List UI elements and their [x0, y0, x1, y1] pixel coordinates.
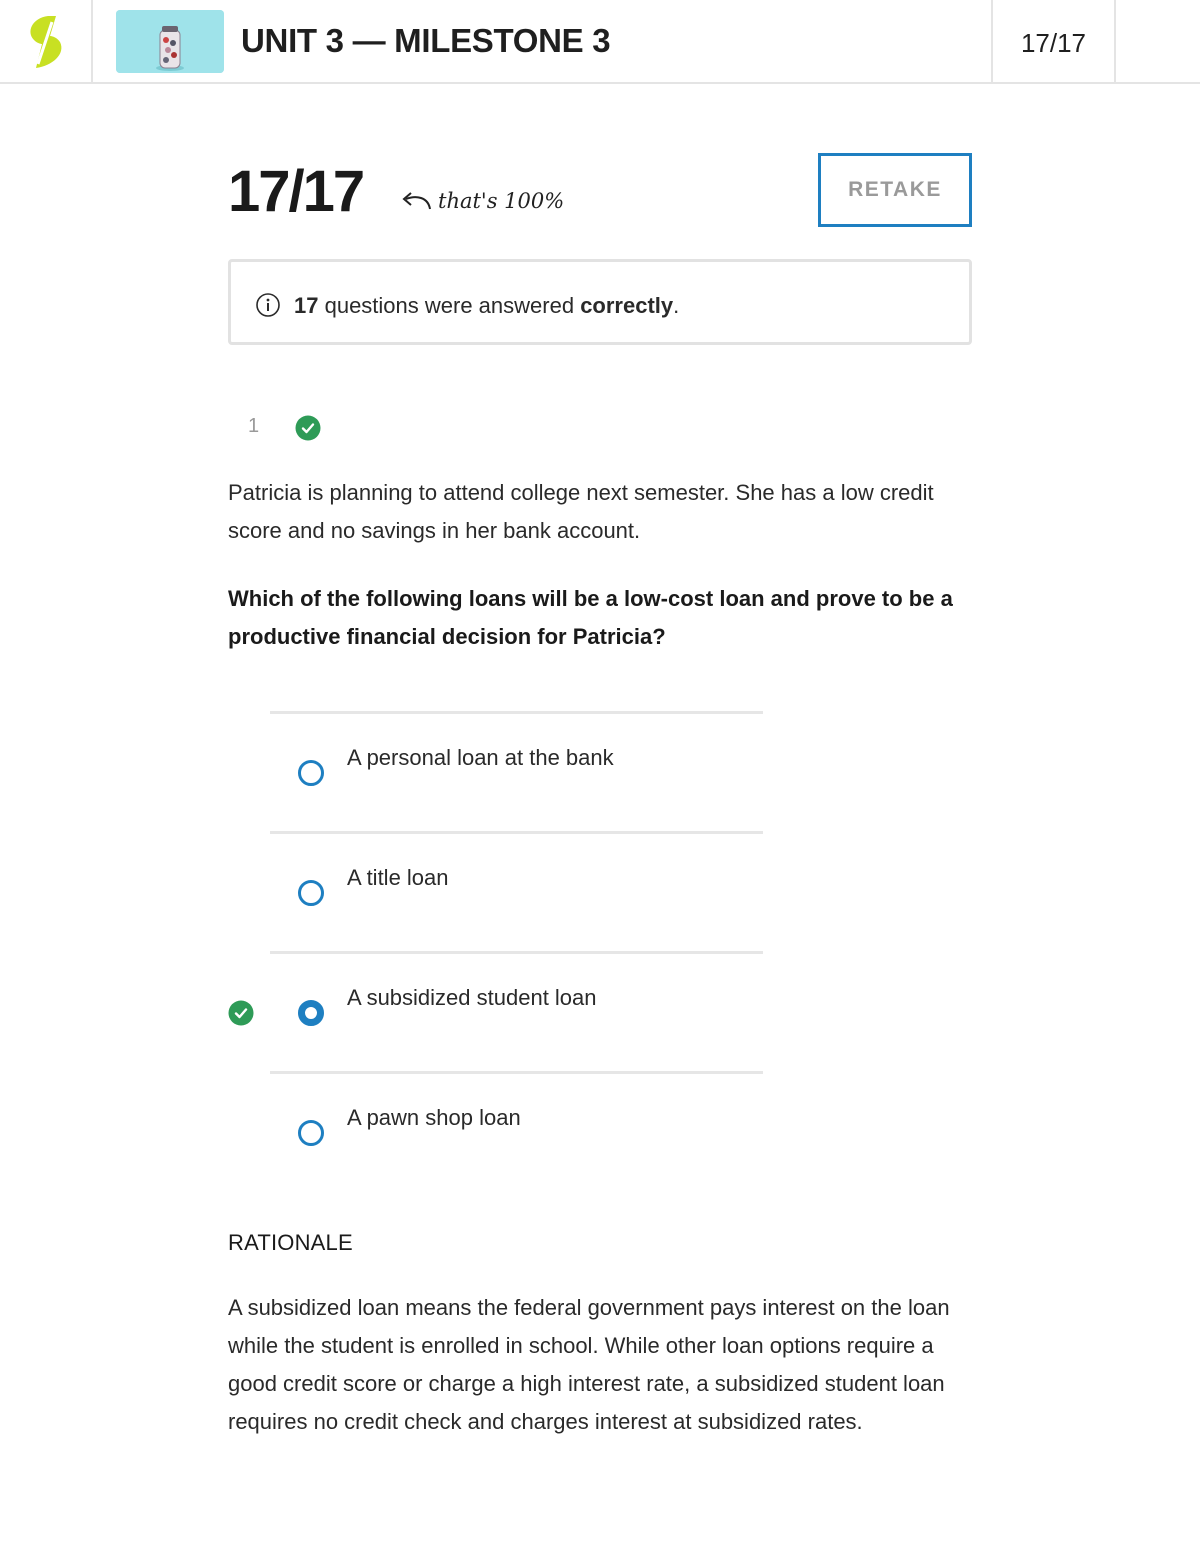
question-prompt: Which of the following loans will be a low-cost loan and prove to be a productive financial decision for Patricia?	[228, 586, 953, 649]
logo-home-link[interactable]	[0, 0, 93, 82]
correct-check-icon	[295, 415, 321, 441]
radio-button[interactable]	[298, 1120, 324, 1146]
answer-option[interactable]	[270, 951, 763, 1071]
info-middle: questions were answered	[318, 293, 581, 318]
result-info-box	[228, 259, 972, 345]
radio-button[interactable]	[298, 760, 324, 786]
correct-answer-check-icon	[228, 1000, 254, 1026]
score-note-text: that's 100%	[438, 189, 565, 213]
answer-option-label: A title loan	[347, 865, 449, 890]
radio-button[interactable]	[298, 880, 324, 906]
answer-option[interactable]	[270, 711, 763, 831]
info-count: 17	[294, 293, 319, 318]
info-text	[294, 293, 679, 319]
info-bold: correctly	[580, 293, 674, 318]
rationale-text: A subsidized loan means the federal government pays interest on the loan while the student is enrolled in school. While other loan options require a good credit score or charge a high interest rate, a subsidized student loan requires no credit check and charges interest at subsidized rates.	[228, 1295, 950, 1434]
answer-option-label: A pawn shop loan	[347, 1105, 521, 1130]
page-title: UNIT 3 — MILESTONE 3	[241, 22, 611, 59]
answer-option[interactable]	[270, 1071, 763, 1191]
course-thumbnail	[116, 10, 224, 73]
header-score-text: 17/17	[1020, 28, 1087, 58]
info-end: .	[673, 293, 680, 318]
top-header	[0, 0, 1200, 84]
answer-options	[270, 711, 763, 1191]
info-icon	[255, 292, 281, 318]
answer-option[interactable]	[270, 831, 763, 951]
big-score: 17/17	[228, 159, 364, 224]
retake-button[interactable]: RETAKE	[818, 153, 972, 227]
question-number: 1	[248, 415, 260, 437]
coin-jar-thumbnail	[116, 10, 224, 73]
answer-option-label: A personal loan at the bank	[347, 745, 614, 770]
sophia-logo-icon	[22, 14, 70, 70]
question-context: Patricia is planning to attend college next semester. She has a low credit score and no savings in her bank account.	[228, 480, 934, 543]
score-note	[400, 185, 564, 217]
rationale-heading: RATIONALE	[228, 1230, 353, 1255]
header-score	[991, 0, 1116, 82]
answer-option-label: A subsidized student loan	[347, 985, 597, 1010]
curved-arrow-left-icon	[400, 189, 432, 213]
radio-button-selected[interactable]	[298, 1000, 324, 1026]
